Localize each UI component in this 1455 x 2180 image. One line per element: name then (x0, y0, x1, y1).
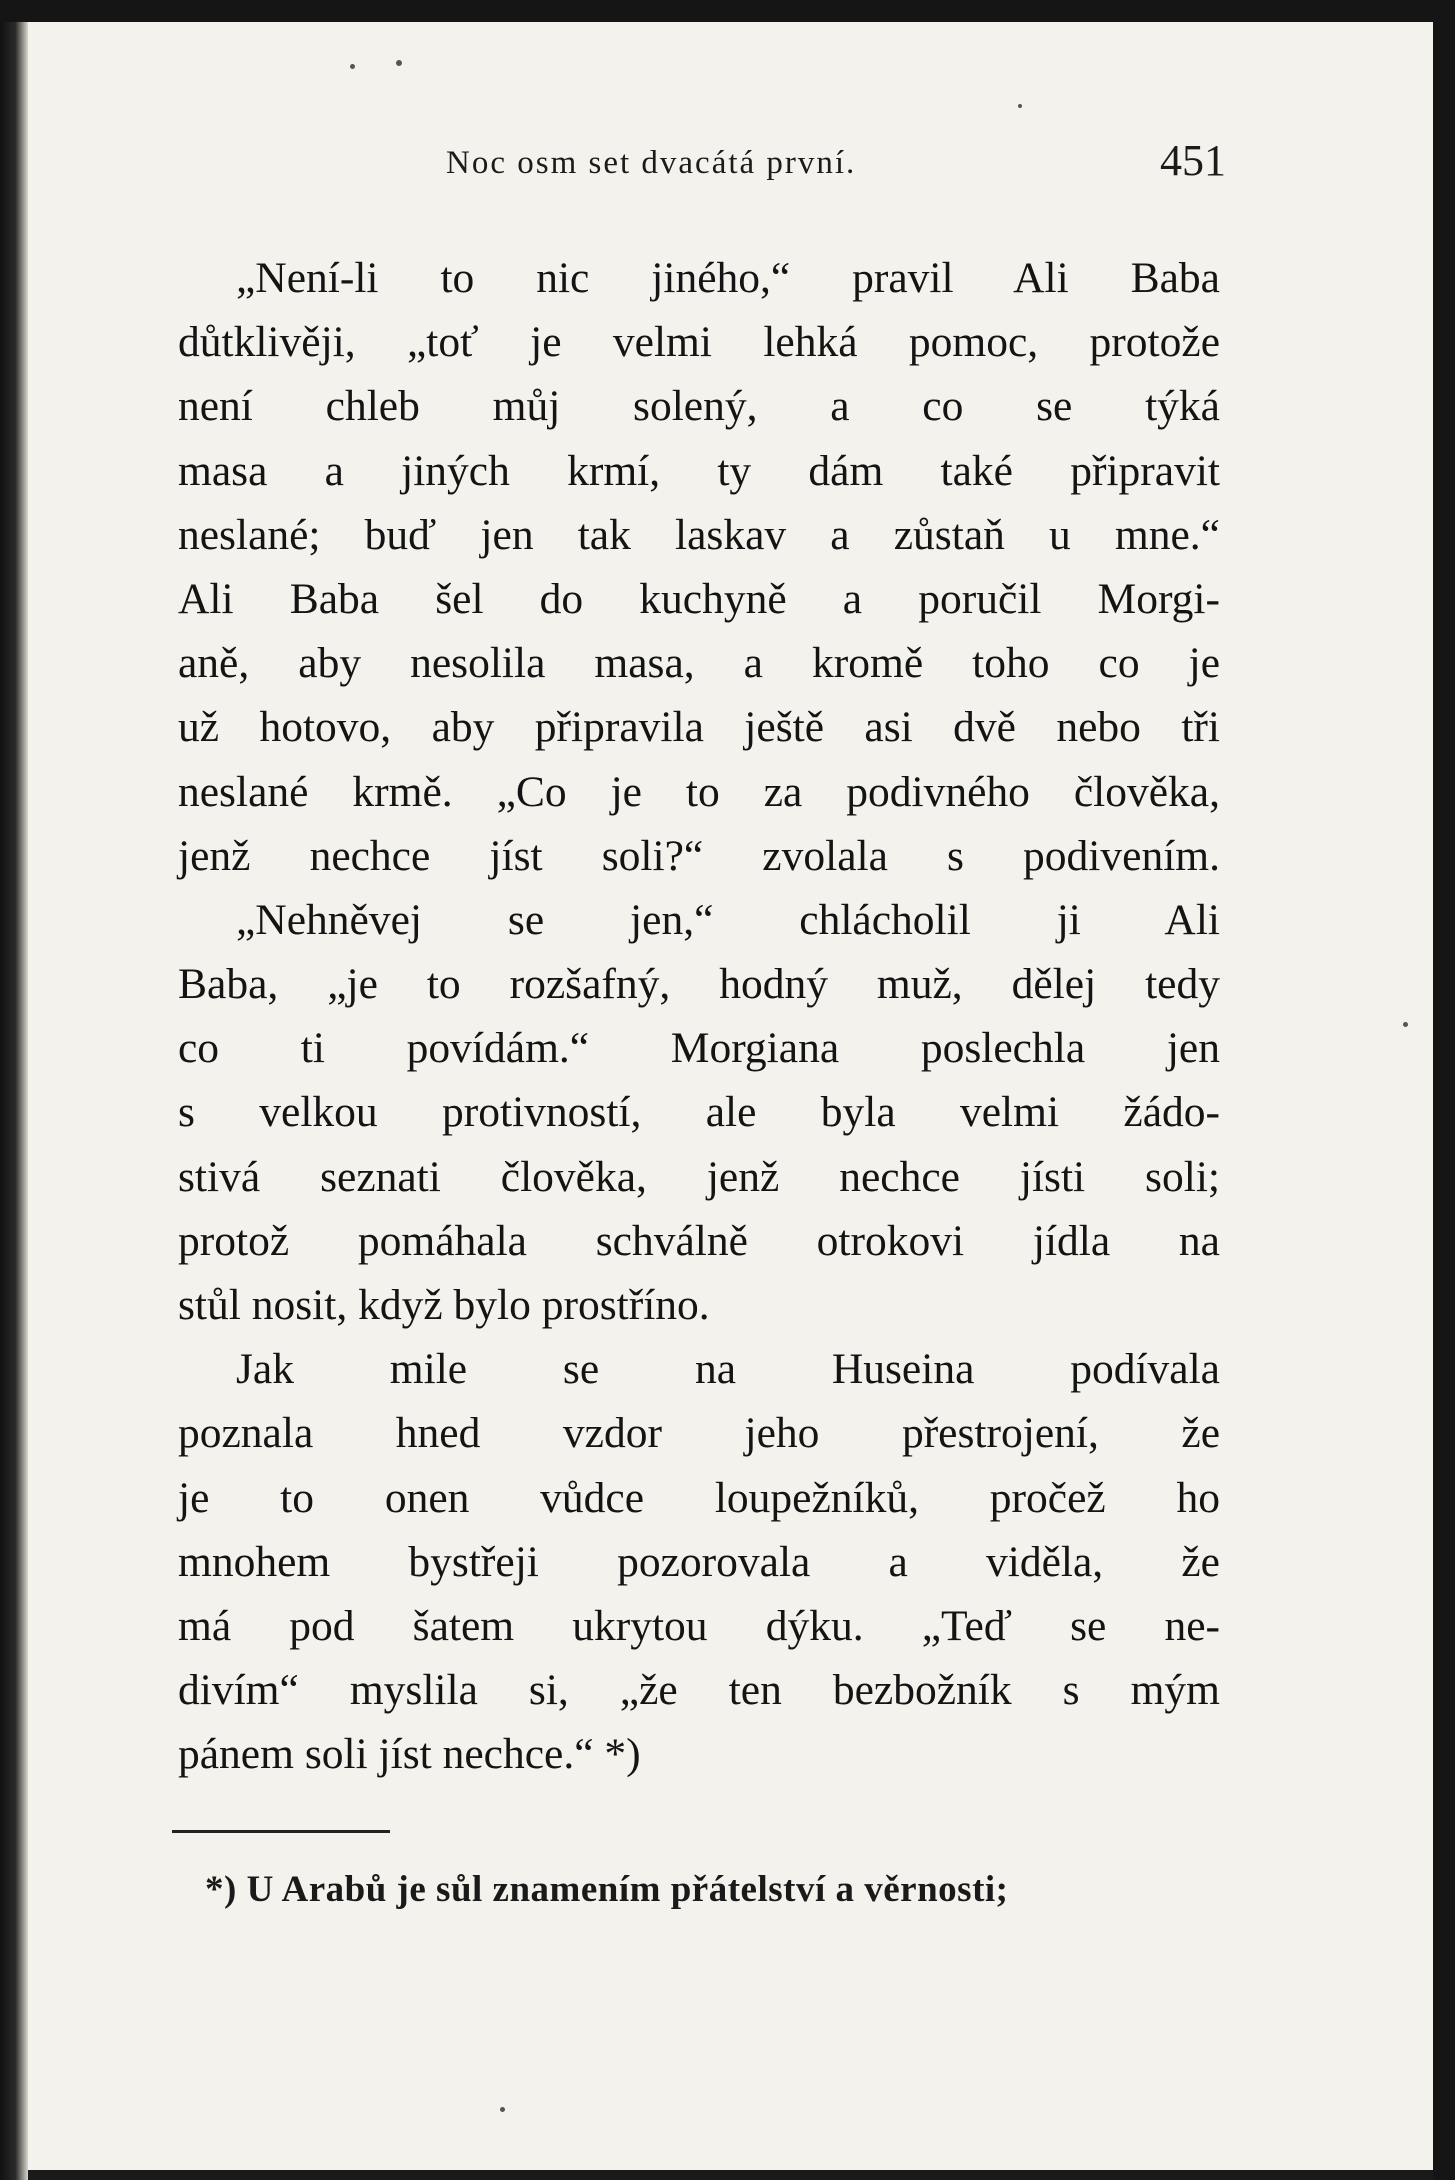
text-line: divím“ myslila si, „že ten bezbožník s mým (178, 1666, 1220, 1715)
text-line: jenž nechce jíst soli?“ zvolala s podivením. (178, 831, 1220, 880)
text-line: masa a jiných krmí, ty dám také připravit (178, 446, 1220, 495)
text-line: neslané; buď jen tak laskav a zůstaň u mne.“ (178, 510, 1220, 559)
page-header (446, 135, 1226, 195)
text-line: co ti povídám.“ Morgiana poslechla jen (178, 1024, 1220, 1073)
text-line: už hotovo, aby připravila ještě asi dvě nebo tři (178, 703, 1220, 752)
text-line: stůl nosit, když bylo prostříno. (178, 1281, 710, 1329)
text-line: Baba, „je to rozšafný, hodný muž, dělej tedy (178, 960, 1220, 1009)
text-line: Ali Baba šel do kuchyně a poručil Morgi- (178, 574, 1220, 623)
body-text (178, 246, 1220, 1787)
text-line: důtklivěji, „toť je velmi lehká pomoc, protože (178, 318, 1220, 367)
text-line: „Nehněvej se jen,“ chlácholil ji Ali (236, 895, 1220, 944)
scan-right-edge (1433, 0, 1455, 2180)
paper-speck (1403, 1022, 1408, 1027)
text-line: „Není-li to nic jiného,“ pravil Ali Baba (236, 254, 1220, 302)
text-line: stivá seznati člověka, jenž nechce jísti soli; (178, 1152, 1220, 1201)
running-head: Noc osm set dvacátá první. (446, 145, 857, 181)
scan-top-edge (0, 0, 1455, 22)
paper-speck (500, 2107, 505, 2112)
text-line: neslané krmě. „Co je to za podivného člověka, (178, 767, 1220, 816)
text-line: pánem soli jíst nechce.“ *) (178, 1730, 641, 1779)
text-line: není chleb můj solený, a co se týká (178, 382, 1220, 431)
text-line: s velkou protivností, ale byla velmi žádo- (178, 1088, 1220, 1137)
paper-speck (396, 60, 402, 66)
footnote-divider (172, 1830, 390, 1833)
paper-speck (350, 64, 355, 69)
paper-speck (1018, 104, 1022, 108)
text-line: poznala hned vzdor jeho přestrojení, že (178, 1409, 1220, 1458)
text-line: je to onen vůdce loupežníků, pročež ho (178, 1473, 1220, 1522)
page-number: 451 (1160, 136, 1226, 185)
text-line: mnohem bystřeji pozorovala a viděla, že (178, 1537, 1220, 1586)
scan-left-edge (0, 0, 28, 2180)
text-line: protož pomáhala schválně otrokovi jídla na (178, 1216, 1220, 1265)
footnote: *) U Arabů je sůl znamením přátelství a věrnosti; (205, 1869, 1009, 1910)
text-line: aně, aby nesolila masa, a kromě toho co je (178, 639, 1220, 688)
text-line: má pod šatem ukrytou dýku. „Teď se ne- (178, 1601, 1220, 1650)
text-line: Jak mile se na Huseina podívala (236, 1345, 1220, 1394)
